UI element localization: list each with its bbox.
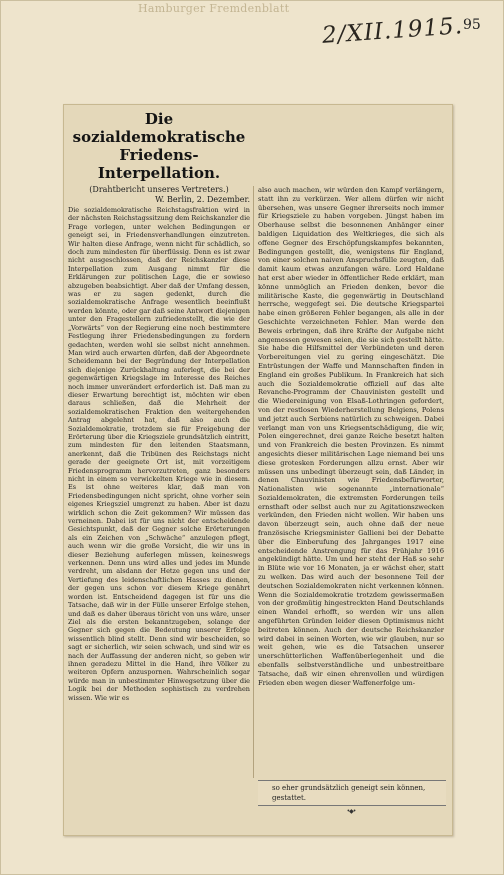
article-left-column xyxy=(68,108,250,722)
end-ornament: •◆• xyxy=(346,808,356,815)
newspaper-stamp: Hamburger Fremdenblatt xyxy=(138,2,290,15)
left-column-text: Die sozialdemokratische Reichstagsfraktion wird in der nächsten Reichstagssitzung dem Reichskanzler die Frage vorlegen, unter welchen Bedingungen er geneigt sei, in Friedensverhandlungen einzutreten. Wir halten diese Anfrage, wenn nicht für schädlich, so doch zum mindesten für überflüssig. Denn es ist zwar nicht ausgeschlossen, daß der Reichskanzler diese Interpellation zum Ausgang nimmt für die Erklärungen zur politischen Lage, die er sowieso abzugeben beabsichtigt. Aber daß der Umfang dessen, was er zu sagen gedenkt, durch die sozialdemokratische Anfrage wesentlich beeinflußt werden könnte, oder gar daß seine Antwort diejenigen unter den Fragestellern zufriedenstellt, die wie der „Vorwärts“ von der Regierung eine noch bestimmtere Festlegung ihrer Friedensbedingungen zu fordern gedachten, werden wohl sie selbst nicht annehmen. Man wird auch erwarten dürfen, daß der Abgeordnete Scheidemann bei der Begründung der Interpellation sich diejenige Zurückhaltung auferlegt, die bei der gegenwärtigen Kriegslage im Interesse des Reiches noch immer unverändert erforderlich ist. Daß man zu dieser Erwartung berechtigt ist, möchten wir eben daraus schließen, daß die Mehrheit der sozialdemokratischen Fraktion den weitergehenden Antrag abgelehnt hat, daß also auch die Sozialdemokratie, trotzdem sie für Freigebung der Erörterung über die Kriegsziele grundsätzlich eintritt, zum mindesten für den leitenden Staatsmann, anerkennt, daß die Tribünen des Reichstags nicht gerade der geeignete Ort ist, mit vorzeitigem Friedensprogramm hervorzutreten, ganz besonders nicht in einem so verwickelten Kriege wie in diesem. Es ist ohne weiteres klar, daß man von Friedensbedingungen nicht spricht, ohne vorher sein eigenes Kriegsziel umgrenzt zu haben. Aber ist dazu wirklich schon die Zeit gekommen? Wir müssen das verneinen. Dabei ist für uns nicht der entscheidende Gesichtspunkt, daß der Gegner solche Erörterungen als ein Zeichen von „Schwäche“ anzulegen pflegt, auch wenn wir die große Vorsicht, die wir uns in dieser Beziehung auferlegen müssen, keineswegs verkennen. Denn uns wird alles und jedes im Munde verdreht, um alsdann der Hetze gegen uns und der Vertiefung des leidenschaftlichen Hasses zu dienen, der gegen uns schon vor diesem Kriege genährt worden ist. Entscheidend dagegen ist für uns die Tatsache, daß wir in der Fülle unserer Erfolge stehen, und daß es daher überaus töricht von uns wäre, unser Ziel als die ersten bekanntzugeben, solange der Gegner sich gegen die Bedeutung unserer Erfolge wissentlich blind stellt. Denn sind wir bescheiden, so sagt er sicherlich, wir seien schwach, und sind wir es nach der Auffassung der anderen nicht, so geben wir ihnen geradezu Mittel in die Hand, ihre Völker zu weiteren Opfern anzuspornen. Wahrscheinlich sogar würde man in unbestimmter Hinwegsetzung über die Logik bei der Methoden sophistisch zu verdrehen wissen. Wie wir es xyxy=(68,206,250,702)
article-dateline: W. Berlin, 2. Dezember. xyxy=(155,195,250,204)
page-number: 95 xyxy=(463,17,481,33)
handwritten-date: 2/XII.1915. xyxy=(321,13,464,49)
column-divider xyxy=(253,186,254,778)
article-subhead: (Drahtbericht unseres Vertreters.) xyxy=(89,185,229,194)
article-headline: Die sozialdemokratische Friedens-Interpellation. xyxy=(72,110,246,182)
continuation-strip xyxy=(258,780,446,806)
article-right-column xyxy=(258,186,444,778)
right-column-text: also auch machen, wir würden den Kampf verlängern, statt ihn zu verkürzen. Wer allem dürfen wir nicht übersehen, was unsere Gegner ihrerseits noch immer für Kriegsziele zu haben vorgeben. Jüngst haben im Oberhause selbst die besonnenen Anhänger einer baldigen Liquidation des Weltkrieges, die sich als offene Gegner des Erschöpfungskampfes bekannten, Bedingungen gestellt, die, wenigstens für England, von einer solchen naiven Anspruchsfülle zeugten, daß damit kaum etwas anzufangen wäre. Lord Haldane hat erst aber wieder in öffentlicher Rede erklärt, man könne unmöglich an Frieden denken, bevor die militärische Kaste, die gegenwärtig in Deutschland herrsche, weggefegt sei. Die deutsche Kriegspartei habe einen größeren Fehler begangen, als alle in der Geschichte verzeichneten Fehler. Man werde den Beweis erbringen, daß ihre Kräfte der Aufgabe nicht angemessen gewesen seien, die sie sich gestellt hätte. Sie habe die Hilfsmittel der Verbündeten und deren Vorbereitungen viel zu gering eingeschätzt. Die Entrüstungen der Waffe und Mannschaften finden in England ein großes Publikum. In Frankreich hat sich auch die Sozialdemokratie offiziell auf das alte Revanche-Programm der Chauvinisten gestellt und die Wiedereinigung von Elsaß-Lothringen gefordert, von der restlosen Wiederherstellung Belgiens, Polens und jetzt auch Serbiens natürlich zu schweigen. Dabei verlangt man von uns Kriegsentschädigung, die wir, Polen eingerechnet, drei ganze Reiche besetzt halten und von Frankreich die besten Provinzen. Es nimmt angesichts dieser militärischen Lage niemand bei uns diese grotesken Forderungen allzu ernst. Aber wir müssen uns unbedingt überzeugt sein, daß Länder, in denen Chauvinisten wie Friedensbefürworter, Nationalisten wie sogenannte „internationale“ Sozialdemokraten, die extremsten Forderungen teils ernsthaft oder selbst auch nur zu Agitationszwecken verkünden, den Frieden nicht wollen. Wir haben uns davon überzeugt sein, auch ohne daß der neue französische Kriegsminister Gallieni bei der Debatte über die Einberufung des Jahrganges 1917 eine entscheidende Anstrengung für das Frühjahr 1916 angekündigt hätte. Um und her steht der Haß so sehr in Blüte wie vor 16 Monaten, ja er wächst eher, statt zu welken. Das wird auch der besonnene Teil der deutschen Sozialdemokraten nicht verkennen können. Wenn die Sozialdemokratie trotzdem gewissermaßen von der großmütig hingestreckten Hand Deutschlands einen Wandel erhofft, so werden wir uns allen angeführten Gründen leider diesen Optimismus nicht beitreten können. Auch der deutsche Reichskanzler wird dabei in seinen Worten, wie wir glauben, nur so weit gehen, wie es die Tatsachen unserer unerschütterlichen Waffenüberlegenheit und die ebenfalls selbstverständliche und unbestreitbare Tatsache, daß wir einen ehrenvollen und würdigen Frieden eben wegen dieser Waffenerfolge um- xyxy=(258,186,444,687)
continuation-text: so eher grundsätzlich geneigt sein können, gestattet. xyxy=(272,784,426,802)
